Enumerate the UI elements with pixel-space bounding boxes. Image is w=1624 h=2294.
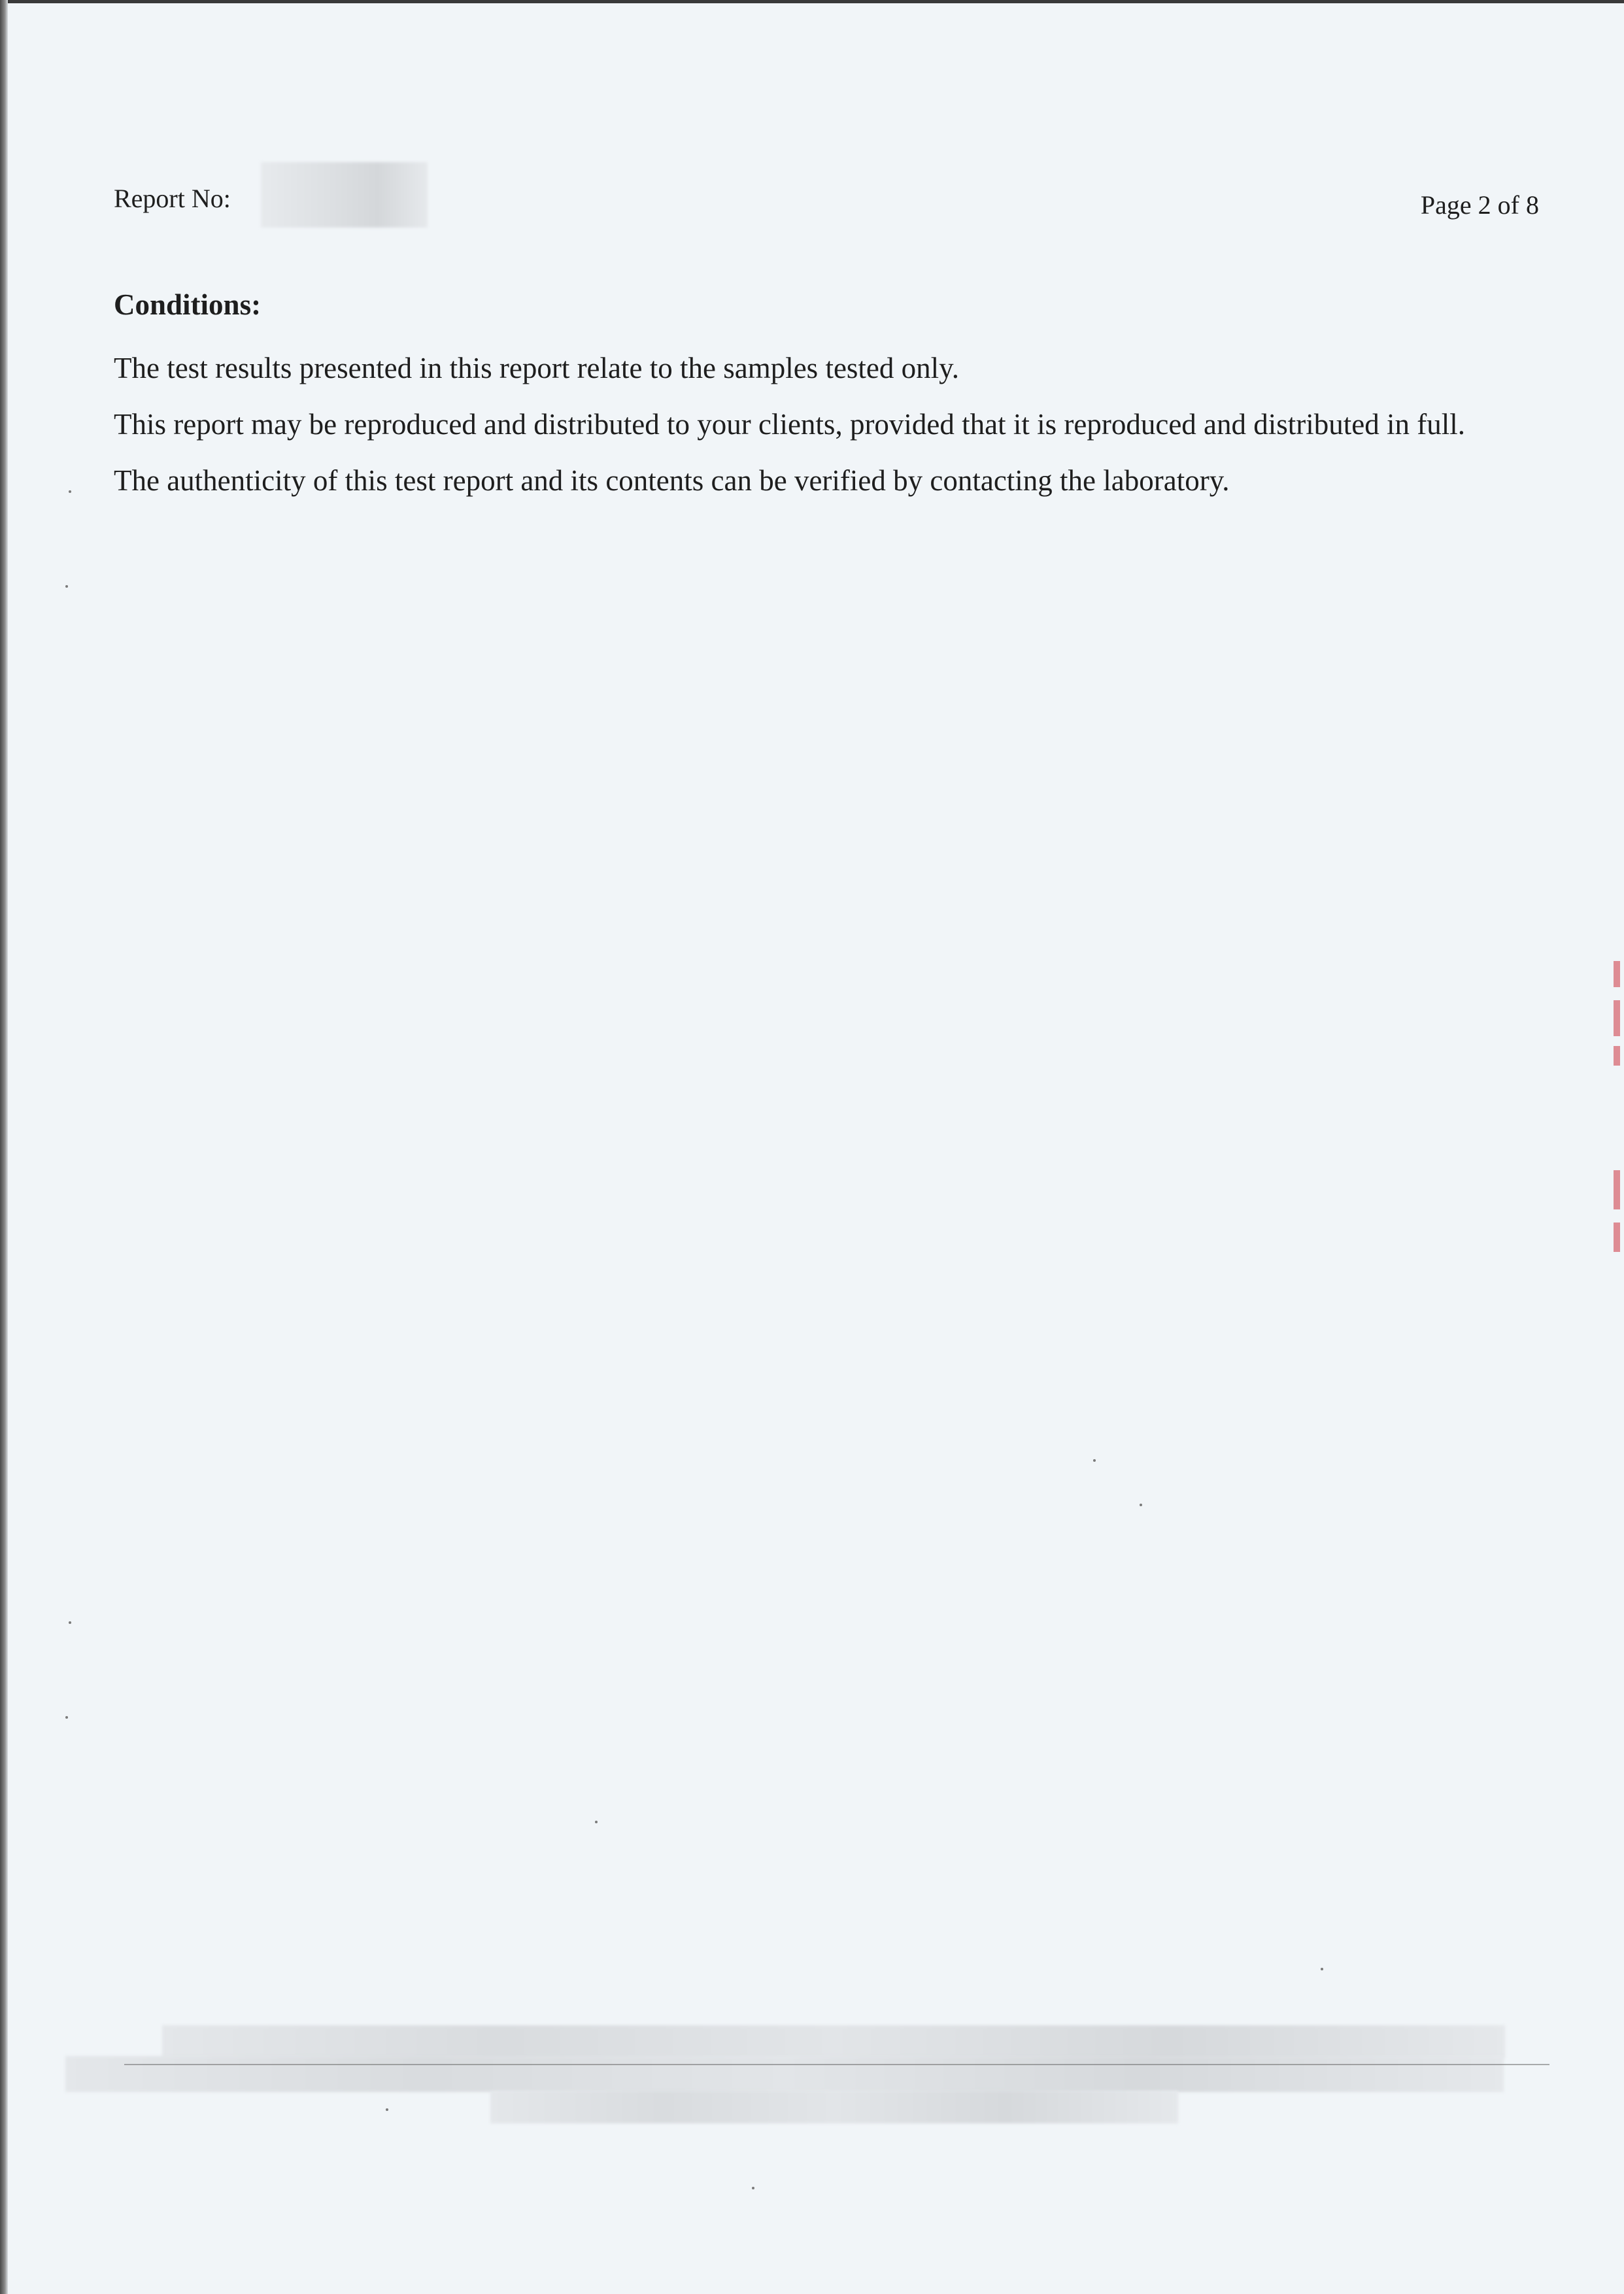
scan-speck	[1321, 1968, 1323, 1970]
scan-speck	[65, 1716, 68, 1719]
scan-speck	[595, 1821, 598, 1823]
conditions-heading: Conditions:	[114, 288, 262, 321]
scan-speck	[752, 2187, 754, 2189]
stamp-fragment	[1614, 1000, 1620, 1036]
page-number: Page 2 of 8	[1420, 190, 1539, 220]
scan-speck	[69, 490, 71, 493]
stamp-fragment	[1614, 1170, 1620, 1209]
stamp-fragment	[1614, 1223, 1620, 1252]
scan-left-edge	[0, 0, 8, 2294]
condition-paragraph: The test results presented in this report relate to the samples tested only.	[114, 352, 959, 384]
page-header	[114, 177, 1539, 229]
redacted-footer-line	[490, 2091, 1178, 2123]
conditions-section	[114, 288, 1552, 509]
redacted-footer-line	[162, 2025, 1505, 2058]
scan-speck	[69, 1621, 71, 1624]
stamp-fragment	[1614, 961, 1620, 987]
scan-speck	[1093, 1459, 1096, 1462]
report-no-label: Report No:	[114, 184, 231, 213]
condition-paragraph: This report may be reproduced and distributed to your clients, provided that it is reproduced and distributed in full.	[114, 408, 1465, 441]
scan-speck	[65, 585, 68, 588]
stamp-fragment	[1614, 1046, 1620, 1066]
scan-speck	[1140, 1504, 1142, 1506]
footer-rule	[124, 2064, 1549, 2065]
condition-paragraph: The authenticity of this test report and its contents can be verified by contacting the laboratory.	[114, 464, 1230, 497]
redacted-footer-line	[65, 2056, 1504, 2092]
redacted-report-number	[261, 162, 428, 228]
scan-speck	[386, 2108, 388, 2111]
scan-top-edge	[0, 0, 1624, 3]
